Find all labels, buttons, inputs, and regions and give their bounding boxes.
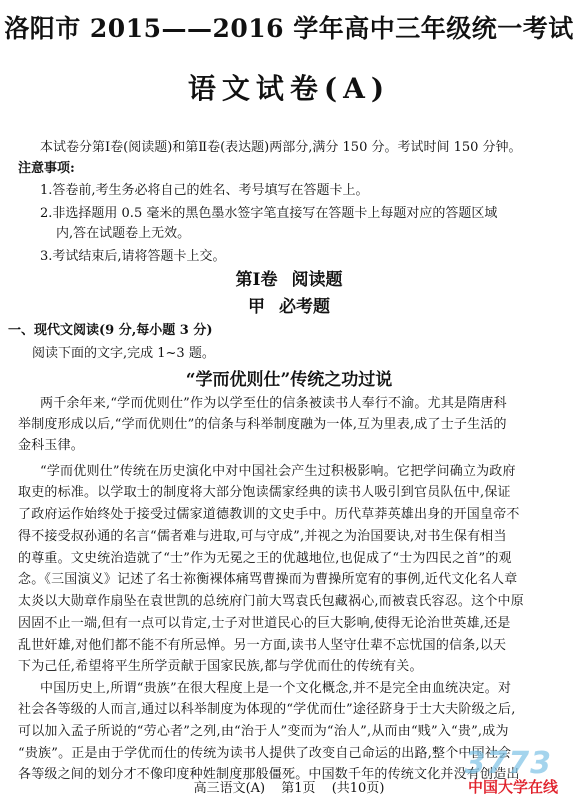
section-heading (0, 296, 578, 318)
watermark-site-name: 中国大学在线 (467, 778, 558, 796)
article-line: 中国历史上,所谓“贵族”在很大程度上是一个文化概念,并不是完全由血统决定。对 (40, 681, 512, 696)
article-line: 下为己任,希望将平生所学贡献于国家民族,都与学优而仕的传统有关。 (18, 659, 423, 674)
volume-name: 阅读题 (291, 270, 343, 290)
article-title: “学而优则仕”传统之功过说 (185, 370, 393, 390)
footer-total: (共10页) (331, 781, 385, 796)
article-line: 两千余年来,“学而优则仕”作为以学至仕的信条被读书人奉行不渝。尤其是隋唐科 (40, 396, 507, 411)
article-line: 的尊重。文史统治造就了“士”作为无冕之王的优越地位,也促成了“士为四民之首”的观 (18, 551, 512, 566)
article-line: 可以加入孟子所说的“劳心者”之列,由“治于人”变而为“治人”,从而由“贱”入“贵”,成为 (18, 724, 509, 739)
article-line: 金科玉律。 (18, 438, 85, 453)
paper-title: 语文试卷(A) (187, 72, 391, 105)
article-line: 念。《三国演义》记述了名士祢衡裸体痛骂曹操而为曹操所宽宥的事例,近代文化名人章 (18, 572, 518, 587)
article-line: “学而优则仕”传统在历史演化中对中国社会产生过积极影响。它把学问确立为政府 (40, 464, 516, 479)
article-line: 各等级之间的划分才不像印度种姓制度那般僵死。中国数千年的传统文化并没有创造出 (18, 767, 520, 782)
note-item: 2.非选择题用 0.5 毫米的黑色墨水签字笔直接写在答题卡上每题对应的答题区域 (40, 206, 498, 221)
notes-heading: 注意事项: (18, 161, 75, 176)
volume-number: 第Ⅰ卷 (235, 270, 278, 290)
article-line: 社会各等级的人而言,通过以科举制度为体现的“学优而仕”途径跻身于士大夫阶级之后, (18, 702, 516, 717)
article-line: 太炎以大勋章作扇坠在袁世凯的总统府门前大骂袁氏包藏祸心,而被袁氏容忍。这个中原 (18, 594, 524, 609)
exam-title: 洛阳市 2015——2016 学年高中三年级统一考试 (4, 14, 574, 43)
article-line: 了政府运作始终处于接受过儒家道德教训的文史手中。历代草莽英雄出身的开国皇帝不 (18, 507, 520, 522)
section-letter: 甲 (248, 297, 265, 317)
site-watermark (428, 746, 558, 802)
footer-page: 第1页 (281, 781, 316, 796)
article-line: 举制度形成以后,“学而优则仕”的信条与科举制度融为一体,互为里表,成了士子生活的 (18, 417, 507, 432)
section-name: 必考题 (279, 297, 330, 317)
note-item: 1.答卷前,考生务必将自己的姓名、考号填写在答题卡上。 (40, 183, 369, 198)
question-label: 一、现代文阅读(9 分,每小题 3 分) (8, 323, 213, 338)
article-line: 因固不止一端,但有一点可以肯定,士子对世道民心的巨大影响,使得无论治世英雄,还是 (18, 616, 511, 631)
article-line: 乱世奸雄,对他们都不能不有所忌惮。另一方面,读书人坚守仕辈不忘忧国的信条,以天 (18, 638, 507, 653)
note-item: 3.考试结束后,请将答题卡上交。 (40, 249, 226, 264)
watermark-logo: 3773 (464, 746, 552, 781)
article-line: “贵族”。正是由于学优而仕的传统为读书人提供了改变自己命运的出路,整个中国社会 (18, 746, 512, 761)
article-line: 得不接受叔孙通的名言“儒者难与进取,可与守成”,并视之为治国要诀,对书生保有相当 (18, 529, 507, 544)
article-line: 取吏的标准。以学取士的制度将大部分饱读儒家经典的读书人吸引到官员队伍中,保证 (18, 485, 511, 500)
volume-heading (0, 269, 578, 291)
footer-subject: 高三语文(A) (193, 781, 266, 796)
question-instruction: 阅读下面的文字,完成 1~3 题。 (32, 346, 215, 361)
paper-intro: 本试卷分第Ⅰ卷(阅读题)和第Ⅱ卷(表达题)两部分,满分 150 分。考试时间 150 分钟。 (40, 140, 522, 155)
note-item: 内,答在试题卷上无效。 (56, 226, 191, 241)
